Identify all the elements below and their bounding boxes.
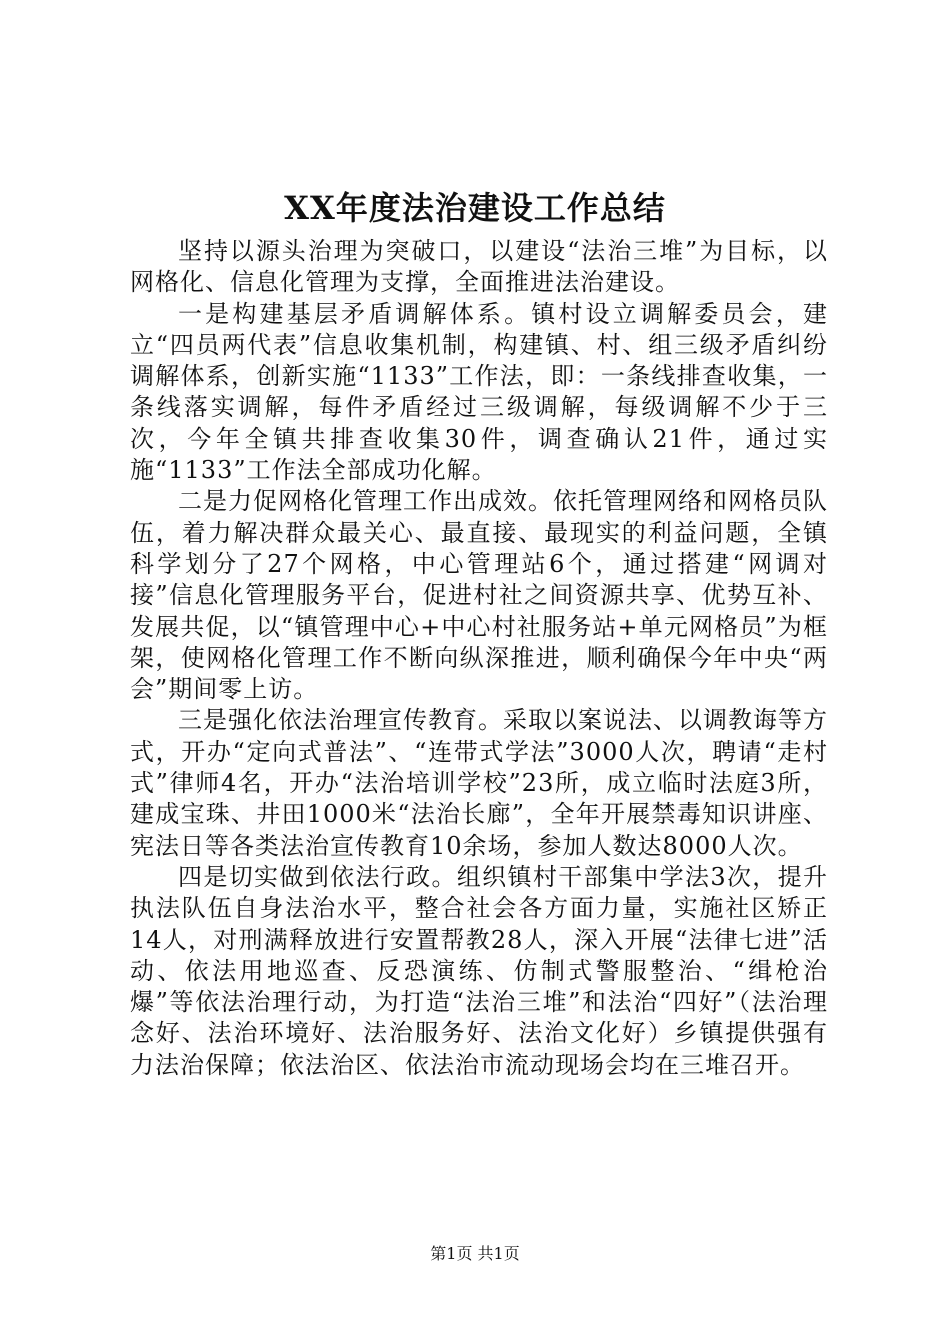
- paragraph-mediation-system: 一是构建基层矛盾调解体系。镇村设立调解委员会，建立“四员两代表”信息收集机制，构建镇、村、组三级矛盾纠纷调解体系，创新实施“1133”工作法，即：一条线排查收集，一条线落实调解，每件矛盾经过三级调解，每级调解不少于三次，今年全镇共排查收集30件，调查确认21件，通过实施“1133”工作法全部成功化解。: [130, 299, 828, 485]
- paragraph-lawful-administration: 四是切实做到依法行政。组织镇村干部集中学法3次，提升执法队伍自身法治水平，整合社会各方面力量，实施社区矫正14人，对刑满释放进行安置帮教28人，深入开展“法律七进”活动、依法用地巡查、反恐演练、仿制式警服整治、“缉枪治爆”等依法治理行动，为打造“法治三堆”和法治“四好”（法治理念好、法治环境好、法治服务好、法治文化好）乡镇提供强有力法治保障；依法治区、依法治市流动现场会均在三堆召开。: [130, 862, 828, 1079]
- paragraph-legal-education: 三是强化依法治理宣传教育。采取以案说法、以调教诲等方式，开办“定向式普法”、“连带式学法”3000人次，聘请“走村式”律师4名，开办“法治培训学校”23所，成立临时法庭3所，建成宝珠、井田1000米“法治长廊”，全年开展禁毒知识讲座、宪法日等各类法治宣传教育10余场，参加人数达8000人次。: [130, 706, 828, 860]
- paragraph-intro: 坚持以源头治理为突破口，以建设“法治三堆”为目标，以网格化、信息化管理为支撑，全面推进法治建设。: [130, 237, 828, 297]
- document-body: [130, 236, 828, 1081]
- page-title: XX年度法治建设工作总结: [284, 189, 666, 227]
- page-number-footer: 第1页 共1页: [430, 1244, 520, 1263]
- paragraph-grid-management: 二是力促网格化管理工作出成效。依托管理网络和网格员队伍，着力解决群众最关心、最直接、最现实的利益问题，全镇科学划分了27个网格，中心管理站6个，通过搭建“网调对接”信息化管理服务平台，促进村社之间资源共享、优势互补、发展共促，以“镇管理中心+中心村社服务站+单元网格员”为框架，使网格化管理工作不断向纵深推进，顺利确保今年中央“两会”期间零上访。: [130, 487, 828, 704]
